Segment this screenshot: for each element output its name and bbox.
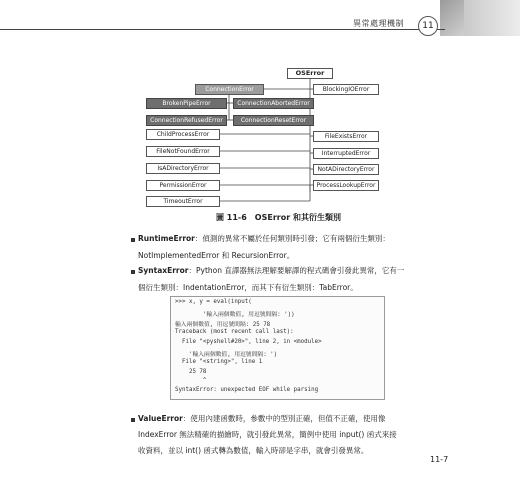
node-not-a-directory-error: NotADirectoryError	[313, 164, 379, 175]
node-file-not-found-error: FileNotFoundError	[146, 146, 220, 157]
code-line: ^	[175, 378, 207, 384]
node-file-exists-error: FileExistsError	[313, 131, 379, 142]
code-line: '輸入兩個數值, 用逗號間隔: '))	[175, 312, 295, 318]
chapter-number-badge: 11	[418, 16, 438, 36]
node-permission-error: PermissionError	[146, 180, 220, 191]
value-error-text-line2: IndexError 無法精確的描繪時，就引發此異常，簡例中使用 input() 函式來接	[138, 430, 397, 439]
node-broken-pipe-error: BrokenPipeError	[146, 98, 227, 109]
oserror-hierarchy-diagram	[0, 0, 520, 230]
node-timeout-error: TimeoutError	[146, 196, 220, 207]
page-number: 11-7	[430, 455, 449, 464]
term-value-error: ValueError	[138, 414, 183, 423]
node-process-lookup-error: ProcessLookupError	[313, 180, 379, 191]
bullet-marker	[131, 238, 135, 242]
node-connection-aborted-error: ConnectionAbortedError	[233, 98, 314, 109]
node-is-a-directory-error: IsADirectoryError	[146, 163, 220, 174]
node-connection-error: ConnectionError	[195, 84, 264, 95]
bullet-marker	[131, 270, 135, 274]
figure-caption: 圖 11-6 OSError 和其衍生類別	[216, 213, 341, 222]
chapter-title: 異常處理機制	[353, 19, 404, 28]
node-connection-refused-error: ConnectionRefusedError	[146, 115, 227, 126]
node-oserror: OSError	[287, 68, 333, 79]
value-error-paragraph	[138, 411, 385, 427]
syntax-error-text-line1: ：Python 直譯器無法理解要解譯的程式碼會引發此異常，它有一	[188, 266, 405, 275]
code-line: '輸入兩個數值, 用逗號間隔: ')	[175, 352, 278, 358]
node-connection-reset-error: ConnectionResetError	[233, 115, 314, 126]
bullet-marker	[131, 418, 135, 422]
runtime-error-paragraph	[138, 231, 390, 247]
code-sample	[170, 296, 385, 400]
runtime-error-text-line2: NotImplementedError 和 RecursionError。	[138, 251, 295, 260]
code-line: File "<pyshell#20>", line 2, in <module>	[175, 339, 322, 345]
value-error-text-line1: ：使用內建函數時，參數中的型別正確，但值不正確，使用像	[182, 414, 386, 423]
code-line: 25 78	[175, 369, 207, 375]
code-line: File "<string>", line 1	[175, 359, 263, 365]
code-line: >>> x, y = eval(input(	[175, 299, 252, 305]
runtime-error-text-line1: ：偵測的異常不屬於任何類別時引發；它有兩個衍生類別：	[194, 234, 390, 243]
term-runtime-error: RuntimeError	[138, 234, 195, 243]
code-line: SyntaxError: unexpected EOF while parsing	[175, 387, 319, 393]
node-child-process-error: ChildProcessError	[146, 129, 220, 140]
code-line: Traceback (most recent call last):	[175, 329, 294, 335]
syntax-error-text-line2: 個衍生類別：IndentationError，而其下有衍生類別：TabError。	[138, 283, 358, 292]
term-syntax-error: SyntaxError	[138, 266, 189, 275]
node-interrupted-error: InterruptedError	[313, 148, 379, 159]
node-blocking-io-error: BlockingIOError	[313, 84, 379, 95]
value-error-text-line3: 收資料，並以 int() 函式轉為數值，輸入時卻是字串，就會引發異常。	[138, 446, 369, 455]
code-line: 輸入兩個數值, 用逗號間隔: 25 78	[175, 322, 271, 328]
syntax-error-paragraph	[138, 263, 404, 279]
